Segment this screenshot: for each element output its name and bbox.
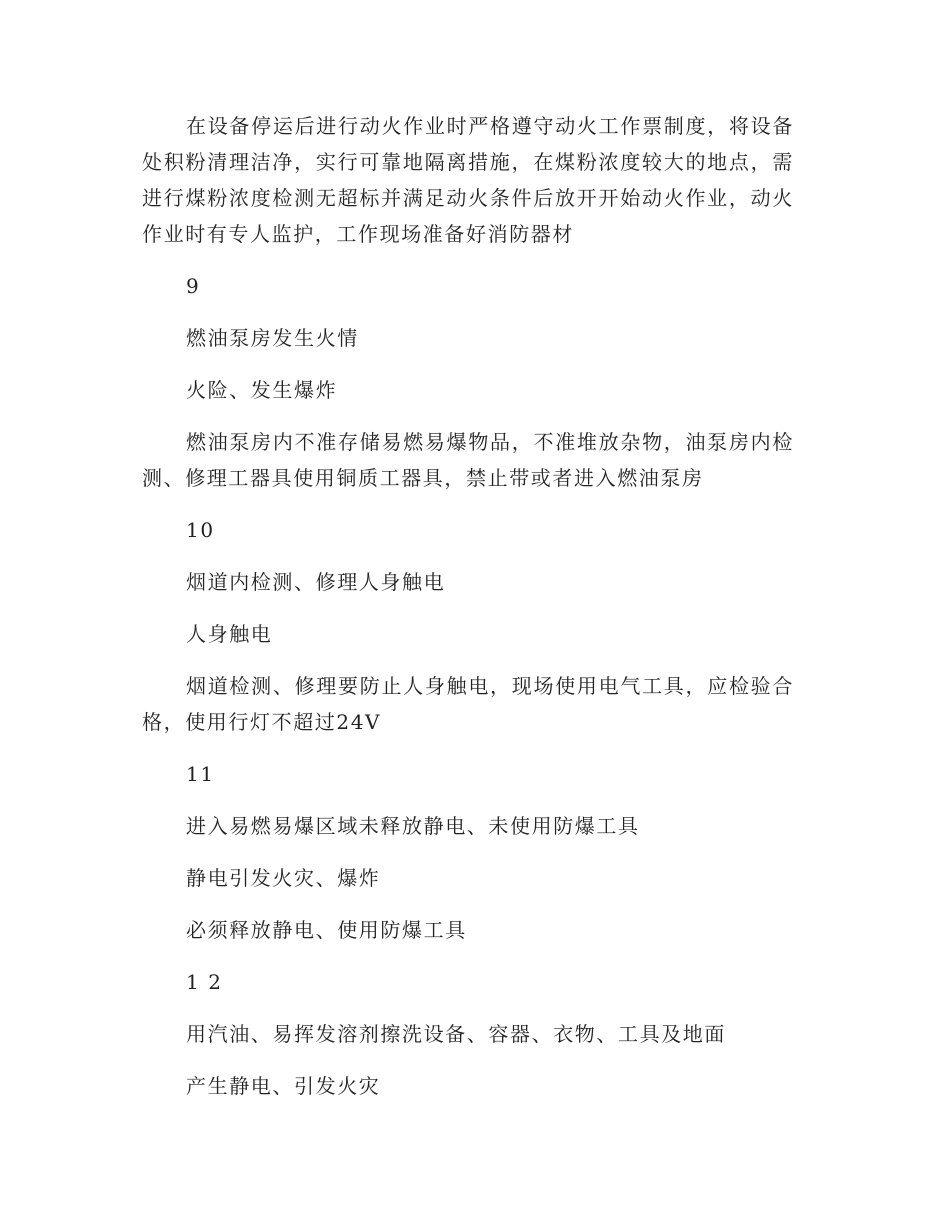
hazard-consequence: 产生静电、引发火灾	[186, 1074, 381, 1098]
paragraph-hot-work-measures: 在设备停运后进行动火作业时严格遵守动火工作票制度，将设备处积粉清理洁净，实行可靠地隔离措施，在煤粉浓度较大的地点，需进行煤粉浓度检测无超标并满足动火条件后放开开始动火作业，动火作业时有专人监护，工作现场准备好消防器材	[142, 114, 794, 246]
hazard-item: 燃油泵房发生火情	[186, 326, 359, 350]
control-measure: 燃油泵房内不准存储易燃易爆物品，不准堆放杂物，油泵房内检测、修理工器具使用铜质工器具，禁止带或者进入燃油泵房	[142, 430, 794, 490]
item-number: 1 2	[186, 970, 223, 994]
control-measure: 必须释放静电、使用防爆工具	[186, 918, 467, 942]
item-number: 9	[186, 274, 201, 298]
hazard-consequence: 火险、发生爆炸	[186, 378, 338, 402]
control-measure: 烟道检测、修理要防止人身触电，现场使用电气工具，应检验合格，使用行灯不超过24V	[142, 674, 794, 734]
hazard-item: 用汽油、易挥发溶剂擦洗设备、容器、衣物、工具及地面	[186, 1022, 726, 1046]
hazard-item: 进入易燃易爆区域未释放静电、未使用防爆工具	[186, 814, 640, 838]
hazard-consequence: 人身触电	[186, 622, 273, 646]
item-number: 11	[186, 762, 215, 786]
document-body	[142, 108, 794, 1104]
hazard-consequence: 静电引发火灾、爆炸	[186, 866, 381, 890]
hazard-item: 烟道内检测、修理人身触电	[186, 570, 446, 594]
item-number: 10	[186, 518, 215, 542]
